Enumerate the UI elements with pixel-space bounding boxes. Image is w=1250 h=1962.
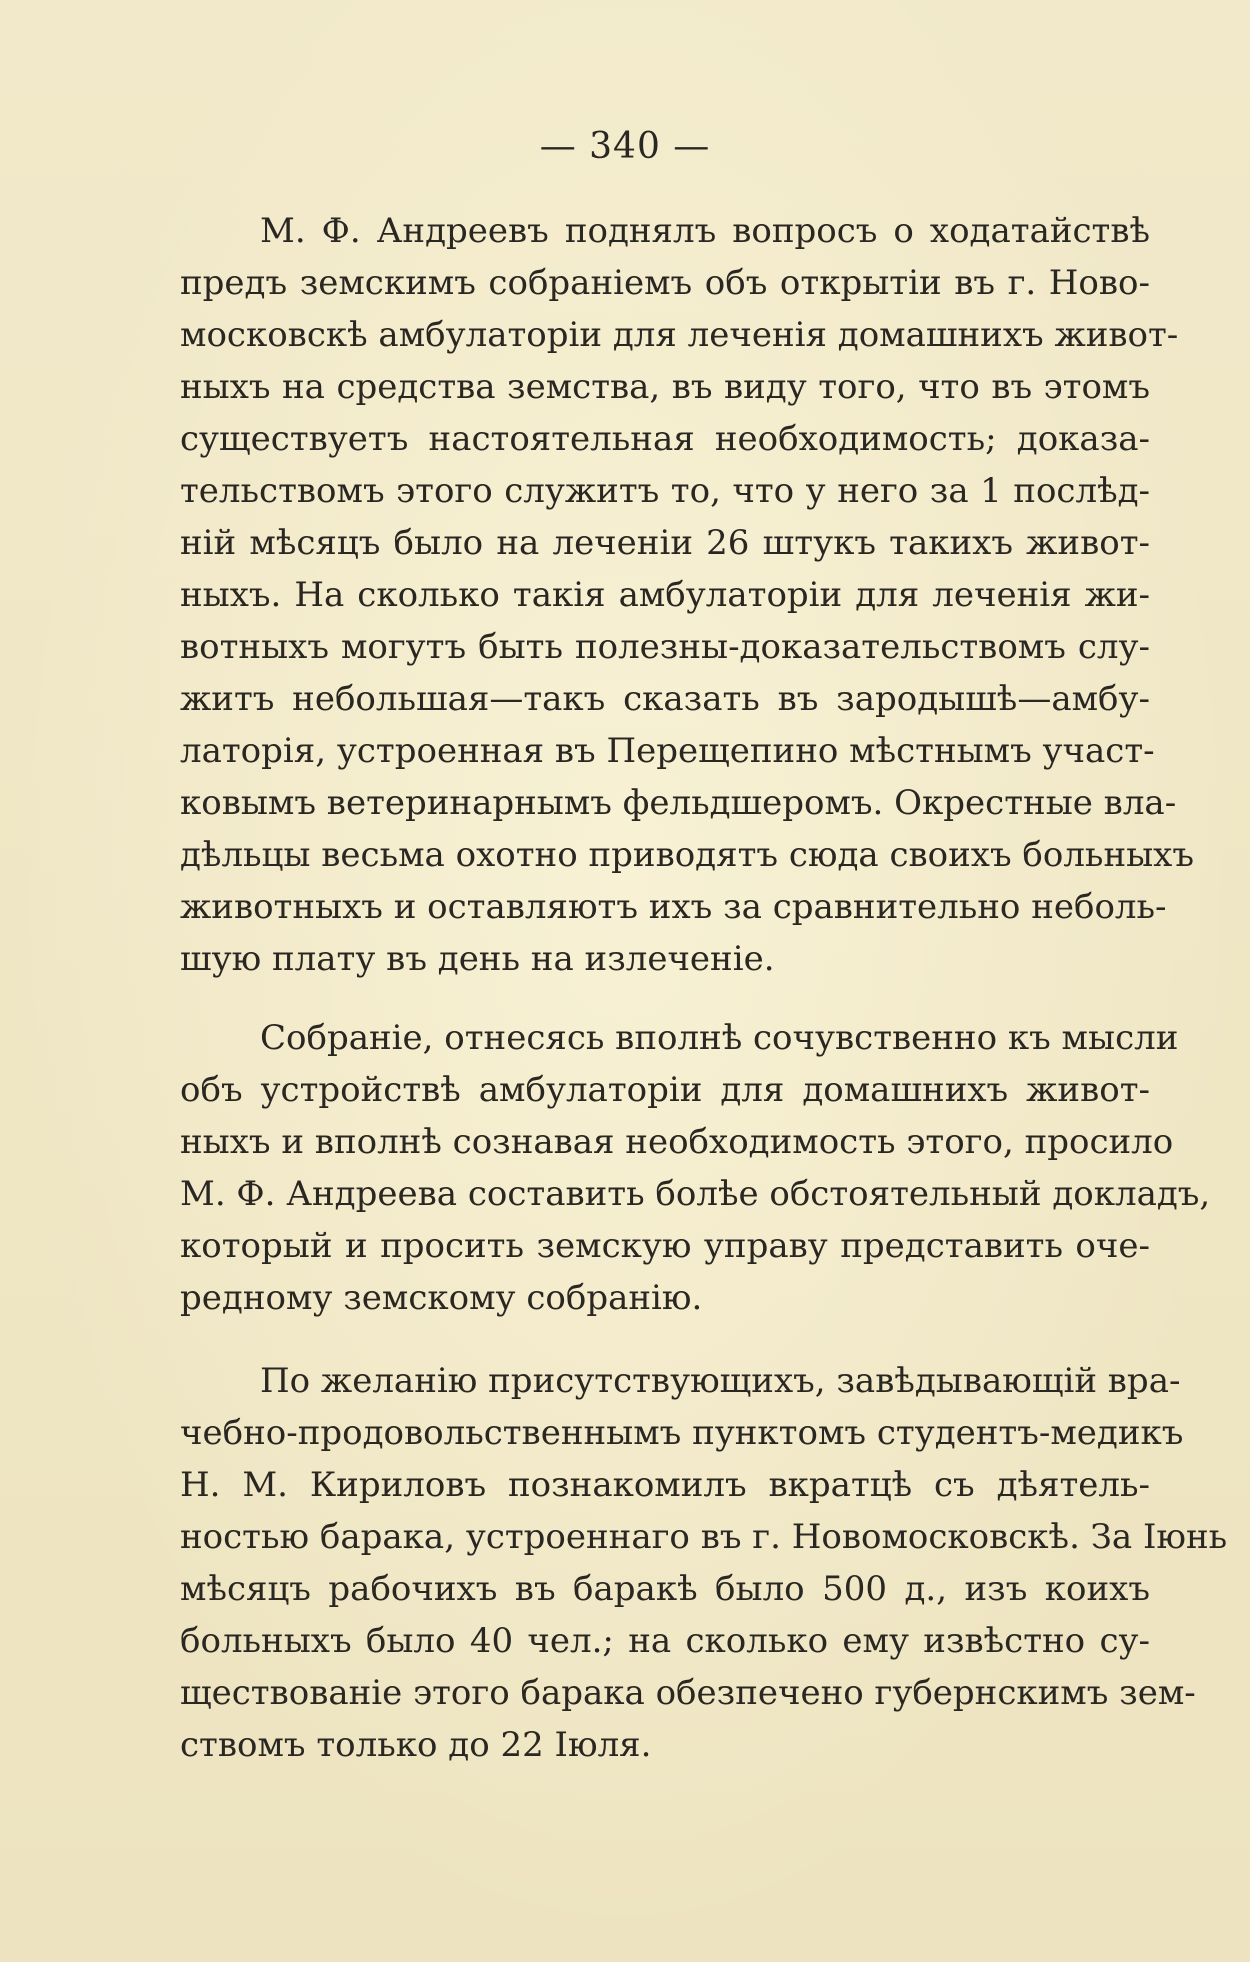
text-line: ныхъ. На сколько такія амбулаторіи для леченія жи-: [180, 575, 1150, 615]
text-line: ществованіе этого барака обезпечено губернскимъ зем-: [180, 1673, 1196, 1713]
paragraph-3: [180, 1355, 1228, 1771]
text-line: По желанію присутствующихъ, завѣдывающій вра-: [260, 1361, 1181, 1401]
text-line: тельствомъ этого служитъ то, что у него за 1 послѣд-: [180, 471, 1150, 511]
text-line: дѣльцы весьма охотно приводятъ сюда своихъ больныхъ: [180, 835, 1194, 875]
page-number: — 340 —: [539, 126, 711, 167]
text-line: ній мѣсяцъ было на леченіи 26 штукъ такихъ живот-: [180, 523, 1150, 563]
text-line: ствомъ только до 22 Іюля.: [180, 1725, 652, 1765]
text-line: чебно-продовольственнымъ пунктомъ студентъ-медикъ: [180, 1413, 1184, 1453]
paragraph-2: [180, 1012, 1211, 1324]
text-line: животныхъ и оставляютъ ихъ за сравнительно неболь-: [180, 887, 1167, 927]
text-line: шую плату въ день на излеченіе.: [180, 939, 775, 979]
text-line: житъ небольшая—такъ сказать въ зародышѣ—амбу-: [180, 679, 1150, 719]
text-line: М. Ф. Андреевъ поднялъ вопросъ о ходатайствѣ: [260, 211, 1150, 251]
text-line: ныхъ и вполнѣ сознавая необходимость этого, просило: [180, 1122, 1174, 1162]
text-line: ностью барака, устроеннаго въ г. Новомосковскѣ. За Іюнь: [180, 1517, 1228, 1557]
text-line: Н. М. Кириловъ познакомилъ вкратцѣ съ дѣятель-: [180, 1465, 1150, 1505]
text-line: М. Ф. Андреева составить болѣе обстоятельный докладъ,: [180, 1174, 1211, 1214]
text-line: больныхъ было 40 чел.; на сколько ему извѣстно су-: [180, 1621, 1150, 1661]
text-line: объ устройствѣ амбулаторіи для домашнихъ живот-: [180, 1070, 1150, 1110]
text-line: ковымъ ветеринарнымъ фельдшеромъ. Окрестные вла-: [180, 783, 1177, 823]
text-line: существуетъ настоятельная необходимость; доказа-: [180, 419, 1150, 459]
text-line: вотныхъ могутъ быть полезны-доказательствомъ слу-: [180, 627, 1150, 667]
text-line: который и просить земскую управу представить оче-: [180, 1226, 1150, 1266]
paragraph-1: [180, 205, 1194, 985]
text-line: Собраніе, отнесясь вполнѣ сочувственно къ мысли: [260, 1018, 1179, 1058]
text-line: предъ земскимъ собраніемъ объ открытіи въ г. Ново-: [180, 263, 1150, 303]
text-line: редному земскому собранію.: [180, 1278, 703, 1318]
text-line: ныхъ на средства земства, въ виду того, что въ этомъ: [180, 367, 1150, 407]
text-line: московскѣ амбулаторіи для леченія домашнихъ живот-: [180, 315, 1179, 355]
text-line: мѣсяцъ рабочихъ въ баракѣ было 500 д., изъ коихъ: [180, 1569, 1150, 1609]
text-line: латорія, устроенная въ Перещепино мѣстнымъ участ-: [180, 731, 1155, 771]
